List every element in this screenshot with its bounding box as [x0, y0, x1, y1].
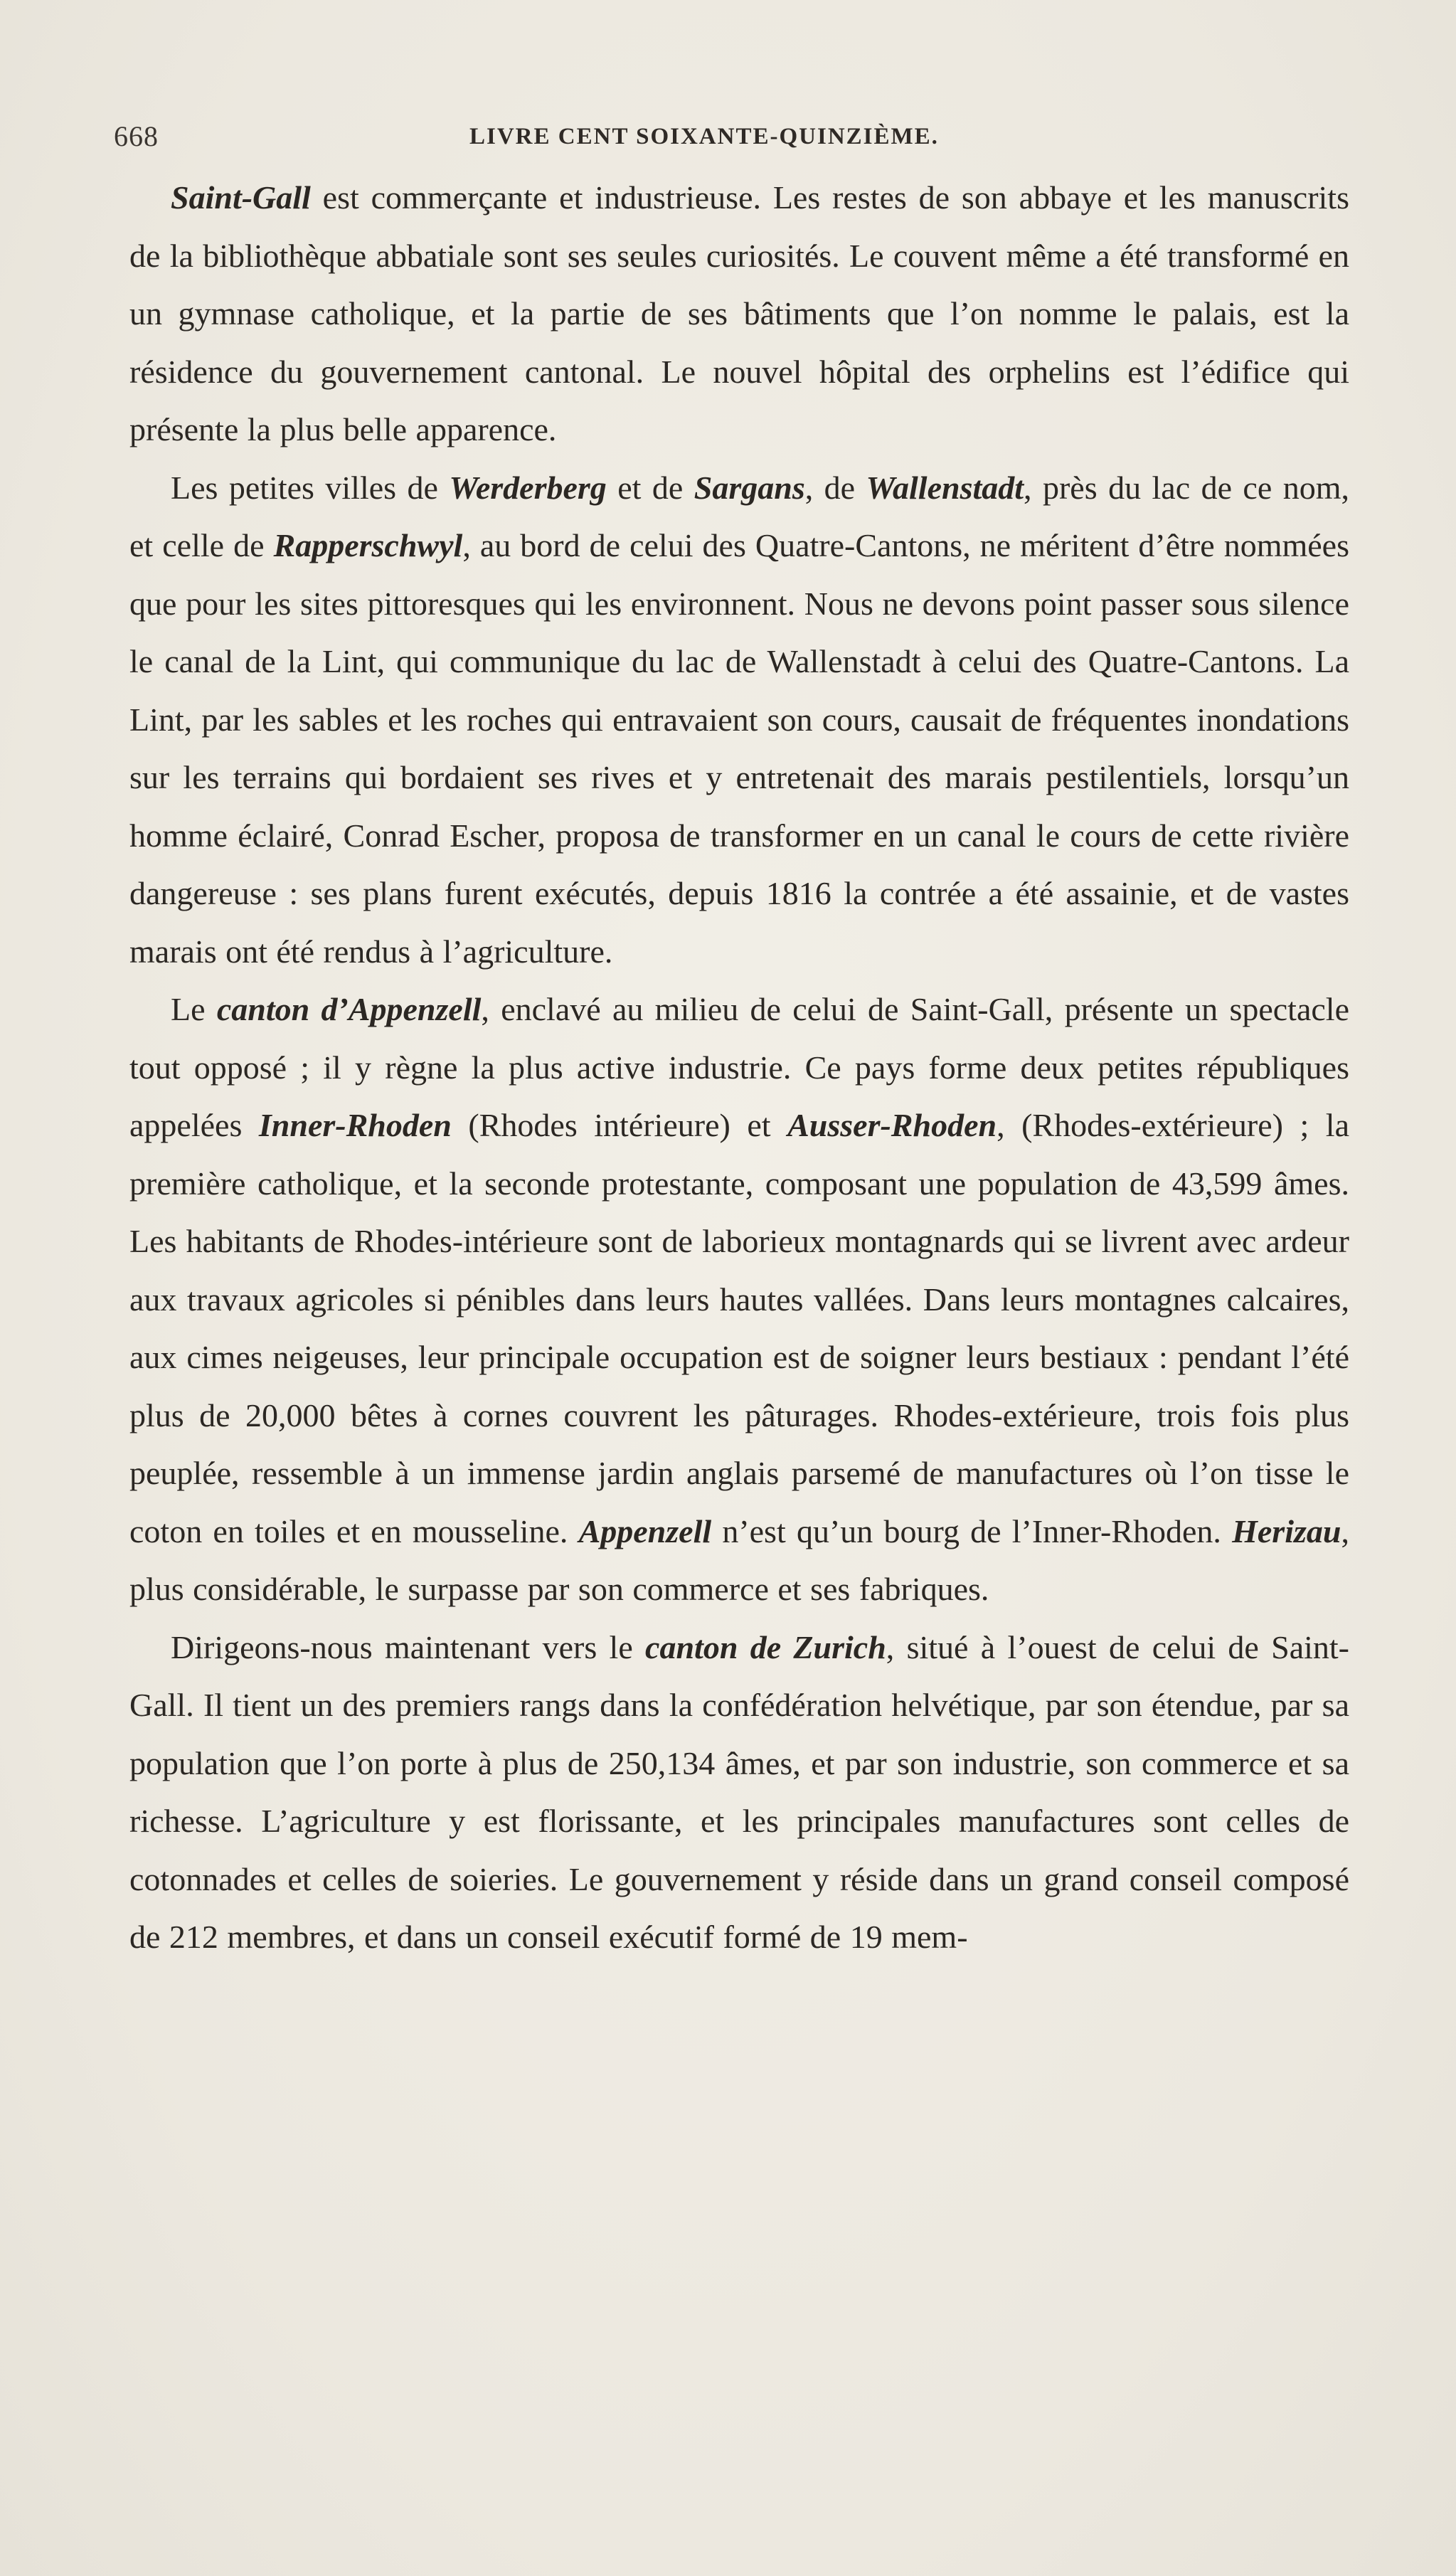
place-name: Appenzell: [578, 1512, 712, 1549]
paragraph-text: est commerçante et industrieuse. Les restes de son abbaye et les manuscrits de la bibliothèque abbatiale sont ses seules curiosités. Le couvent même a été transformé en un gymnase catholique, et la partie de ses bâtiments que l’on nomme le palais, est la résidence du gouvernement cantonal. Le nouvel hôpital des orphelins est l’édifice qui présente la plus belle apparence.: [129, 179, 1349, 447]
paragraph-text: , près du lac de ce nom, et celle de: [129, 469, 1349, 563]
paragraph-zurich: [129, 1618, 1349, 1966]
page-number: 668: [114, 120, 159, 152]
paragraph-text: et de: [606, 469, 694, 506]
place-name: canton de Zurich: [645, 1628, 886, 1665]
place-name: Rapperschwyl: [273, 527, 463, 563]
place-name: Saint-Gall: [171, 179, 311, 216]
place-name: Inner-Rhoden: [258, 1107, 452, 1143]
paragraph-text: n’est qu’un bourg de l’Inner-Rhoden.: [711, 1512, 1233, 1549]
paragraph-text: Le: [171, 991, 217, 1027]
place-name: Werderberg: [449, 469, 607, 506]
body-text: [129, 169, 1349, 1966]
paragraph-text: Dirigeons-nous maintenant vers le: [171, 1628, 646, 1665]
place-name: Sargans: [694, 469, 805, 506]
paragraph-text: , enclavé au milieu de celui de Saint-Gall, présente un spectacle tout opposé ; il y règne la plus active industrie. Ce pays forme deux petites républiques appelées: [129, 991, 1349, 1143]
place-name: Ausser-Rhoden: [787, 1107, 997, 1143]
paragraph-text: (Rhodes intérieure) et: [451, 1107, 788, 1143]
page-header: [114, 120, 1351, 162]
paragraph-appenzell: [129, 980, 1349, 1618]
paragraph-text: , situé à l’ouest de celui de Saint-Gall. Il tient un des premiers rangs dans la confédération helvétique, par son étendue, par sa population que l’on porte à plus de 250,134 âmes, et par son industrie, son commerce et sa richesse. L’agriculture y est florissante, et les principales manufactures sont celles de cotonnades et celles de soieries. Le gouvernement y réside dans un grand conseil composé de 212 membres, et dans un conseil exécutif formé de 19 mem-: [129, 1628, 1349, 1955]
place-name: Wallenstadt: [866, 469, 1024, 506]
place-name: canton d’Appenzell: [216, 991, 482, 1027]
place-name: Herizau: [1232, 1512, 1341, 1549]
paragraph-text: Les petites villes de: [171, 469, 450, 506]
paragraph-saint-gall: [129, 169, 1349, 459]
paragraph-text: , au bord de celui des Quatre-Cantons, ne méritent d’être nommées que pour les sites pittoresques qui les environnent. Nous ne devons point passer sous silence le canal de la Lint, qui communique du lac de Wallenstadt à celui des Quatre-Cantons. La Lint, par les sables et les roches qui entravaient son cours, causait de fréquentes inondations sur les terrains qui bordaient ses rives et y entretenait des marais pestilentiels, lorsqu’un homme éclairé, Conrad Escher, proposa de transformer en un canal le cours de cette rivière dangereuse : ses plans furent exécutés, depuis 1816 la contrée a été assainie, et de vastes marais ont été rendus à l’agriculture.: [129, 527, 1349, 970]
paragraph-text: , (Rhodes-extérieure) ; la première catholique, et la seconde protestante, composant une population de 43,599 âmes. Les habitants de Rhodes-intérieure sont de laborieux montagnards qui se livrent avec ardeur aux travaux agricoles si pénibles dans leurs hautes vallées. Dans leurs montagnes calcaires, aux cimes neigeuses, leur principale occupation est de soigner leurs bestiaux : pendant l’été plus de 20,000 bêtes à cornes couvrent les pâturages. Rhodes-extérieure, trois fois plus peuplée, ressemble à un immense jardin anglais parsemé de manufactures où l’on tisse le coton en toiles et en mousseline.: [129, 1107, 1349, 1549]
paragraph-text: , plus considérable, le surpasse par son commerce et ses fabriques.: [129, 1512, 1349, 1607]
paragraph-text: , de: [804, 469, 866, 506]
paragraph-petites-villes: [129, 459, 1349, 981]
running-head: LIVRE CENT SOIXANTE-QUINZIÈME.: [469, 124, 939, 149]
